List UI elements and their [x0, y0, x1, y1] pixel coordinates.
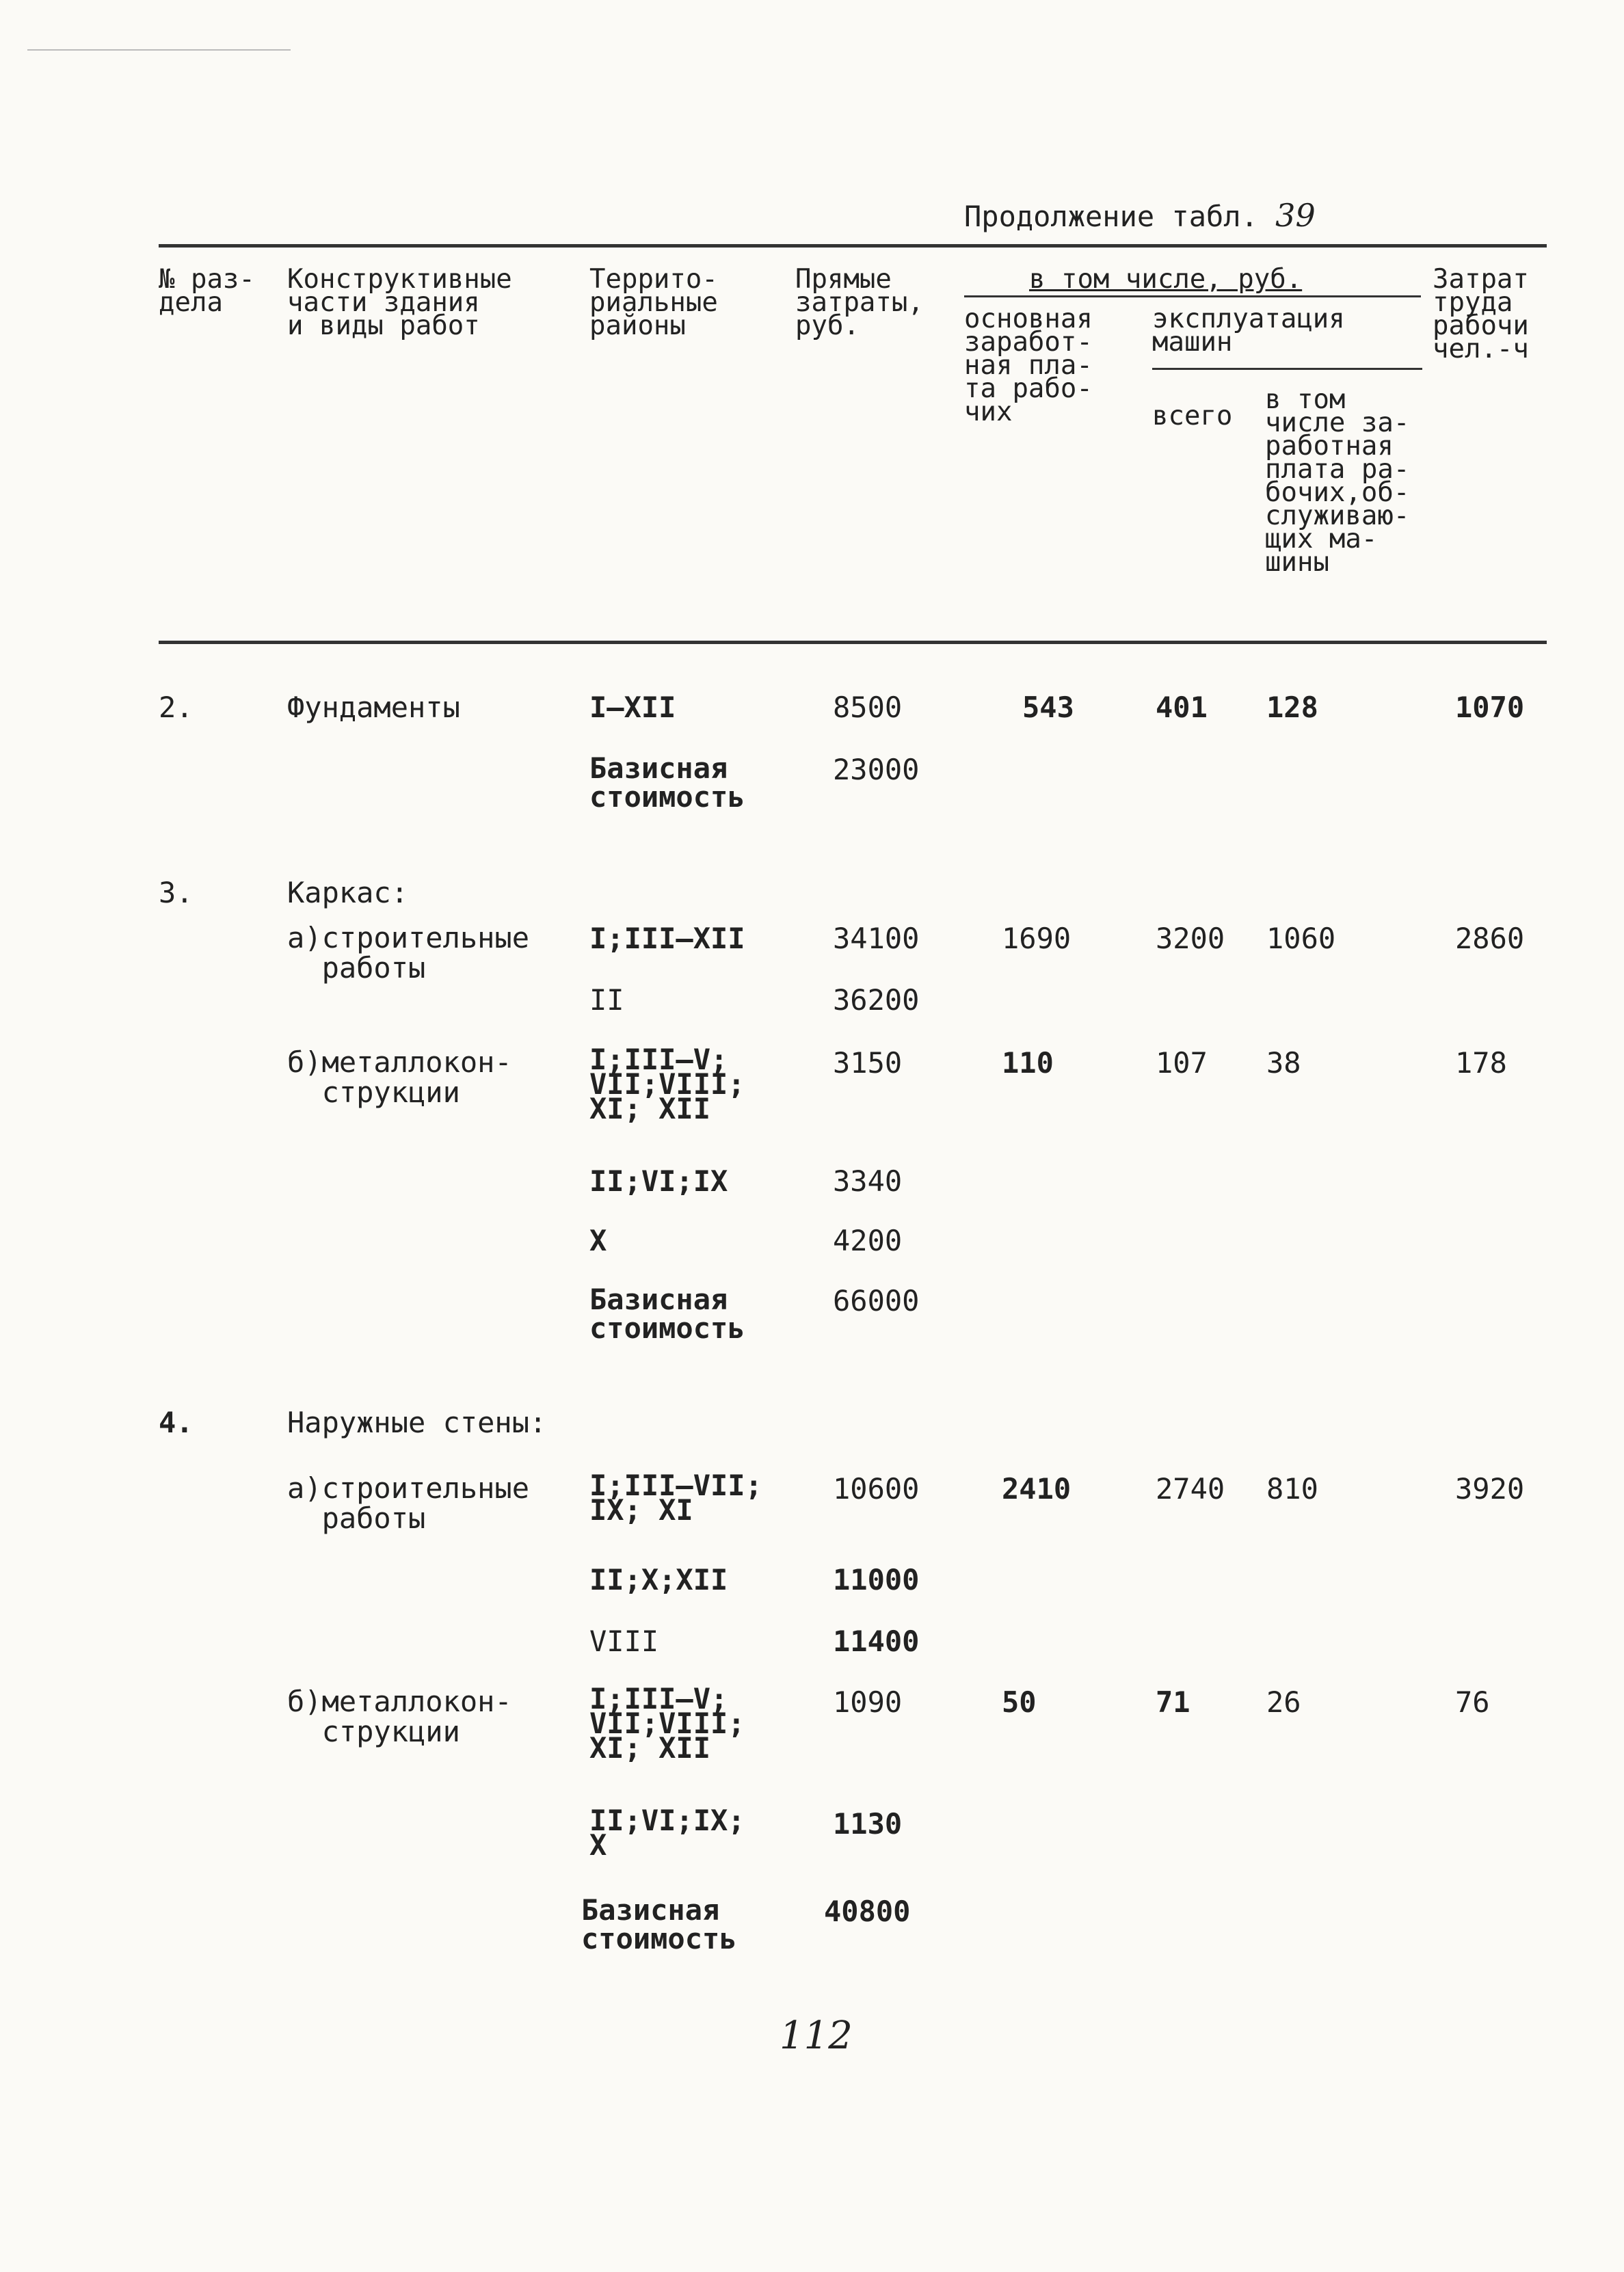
row-direct: 3150: [833, 1046, 903, 1080]
row-direct: 1090: [833, 1685, 903, 1719]
header-parts: Конструктивные части здания и виды работ: [287, 264, 512, 341]
row-wage: 110: [1002, 1046, 1054, 1080]
row-labor: 76: [1455, 1685, 1490, 1719]
continuation-label: Продолжение табл. 39: [964, 197, 1316, 234]
row-region: I;III–V; VII;VIII; XI; XII: [589, 1682, 745, 1765]
row-region: VIII: [589, 1625, 659, 1658]
row-region: II;VI;IX: [589, 1164, 728, 1198]
header-bottom-rule: [159, 641, 1547, 644]
row-part: Фундаменты: [287, 691, 460, 724]
row-part: а)строительные работы: [287, 1471, 530, 1535]
top-rule: [159, 244, 1547, 248]
row-mach-wage: 26: [1266, 1685, 1301, 1719]
row-mach-total: 71: [1156, 1685, 1190, 1719]
header-section: № раз- дела: [159, 264, 255, 318]
row-direct: 66000: [833, 1284, 920, 1318]
row-direct: 10600: [833, 1472, 920, 1506]
row-wage: 543: [1022, 691, 1074, 724]
row-region: II;VI;IX; X: [589, 1804, 745, 1862]
row-mach-total: 3200: [1156, 922, 1225, 955]
row-direct: 34100: [833, 922, 920, 955]
header-direct: Прямые затраты, руб.: [795, 264, 924, 341]
row-mach-total: 2740: [1156, 1472, 1225, 1506]
row-section: 2.: [159, 691, 194, 724]
row-mach-total: 401: [1156, 691, 1208, 724]
row-part: б)металлокон- струкции: [287, 1045, 512, 1109]
row-direct: 23000: [833, 753, 920, 786]
page-number: 112: [780, 2014, 853, 2058]
header-machines-total: всего: [1152, 401, 1233, 431]
row-direct: 8500: [833, 691, 903, 724]
row-labor: 2860: [1455, 922, 1525, 955]
row-direct: 40800: [824, 1895, 911, 1928]
row-wage: 1690: [1002, 922, 1071, 955]
row-region: Базисная стоимость: [589, 1283, 745, 1345]
header-labor: Затрат труда рабочи чел.-ч: [1433, 264, 1529, 364]
header-regions: Террито- риальные районы: [589, 264, 718, 341]
row-region: II: [589, 983, 624, 1017]
row-part: а)строительные работы: [287, 921, 530, 985]
row-direct: 4200: [833, 1224, 903, 1257]
row-labor: 1070: [1455, 691, 1525, 724]
row-direct: 36200: [833, 983, 920, 1017]
row-mach-total: 107: [1156, 1046, 1208, 1080]
row-region: I;III–V; VII;VIII; XI; XII: [589, 1043, 745, 1125]
including-rule: [964, 295, 1421, 297]
row-section: 4.: [159, 1406, 194, 1439]
row-labor: 178: [1455, 1046, 1507, 1080]
row-region: Базисная стоимость: [589, 751, 745, 814]
row-section: 3.: [159, 876, 194, 909]
header-machines: эксплуатация машин: [1152, 304, 1345, 358]
machines-rule: [1152, 368, 1422, 370]
table-number: 39: [1275, 197, 1316, 234]
row-direct: 1130: [833, 1807, 903, 1841]
row-region: Базисная стоимость: [581, 1893, 737, 1955]
row-wage: 50: [1002, 1685, 1037, 1719]
row-part: Наружные стены:: [287, 1406, 547, 1439]
header-wage: основная заработ- ная пла- та рабо- чих: [964, 304, 1093, 427]
row-direct: 3340: [833, 1164, 903, 1198]
row-wage: 2410: [1002, 1472, 1071, 1506]
row-region: I;III–XII: [589, 922, 745, 955]
header-machines-wage: в том числе за- работная плата ра- бочих,об- служиваю- щих ма- шины: [1265, 384, 1410, 578]
header-including: в том числе, руб.: [1029, 264, 1303, 295]
row-part: б)металлокон- струкции: [287, 1685, 512, 1748]
row-direct: 11000: [833, 1563, 920, 1596]
row-part: Каркас:: [287, 876, 409, 909]
row-direct: 11400: [833, 1625, 920, 1658]
row-region: I;III–VII; IX; XI: [589, 1469, 762, 1527]
row-region: I–XII: [589, 691, 676, 724]
row-mach-wage: 1060: [1266, 922, 1336, 955]
row-labor: 3920: [1455, 1472, 1525, 1506]
row-mach-wage: 128: [1266, 691, 1318, 724]
row-region: X: [589, 1224, 607, 1257]
row-mach-wage: 38: [1266, 1046, 1301, 1080]
row-region: II;X;XII: [589, 1563, 728, 1596]
row-mach-wage: 810: [1266, 1472, 1318, 1506]
scan-edge-mark: [27, 49, 291, 51]
